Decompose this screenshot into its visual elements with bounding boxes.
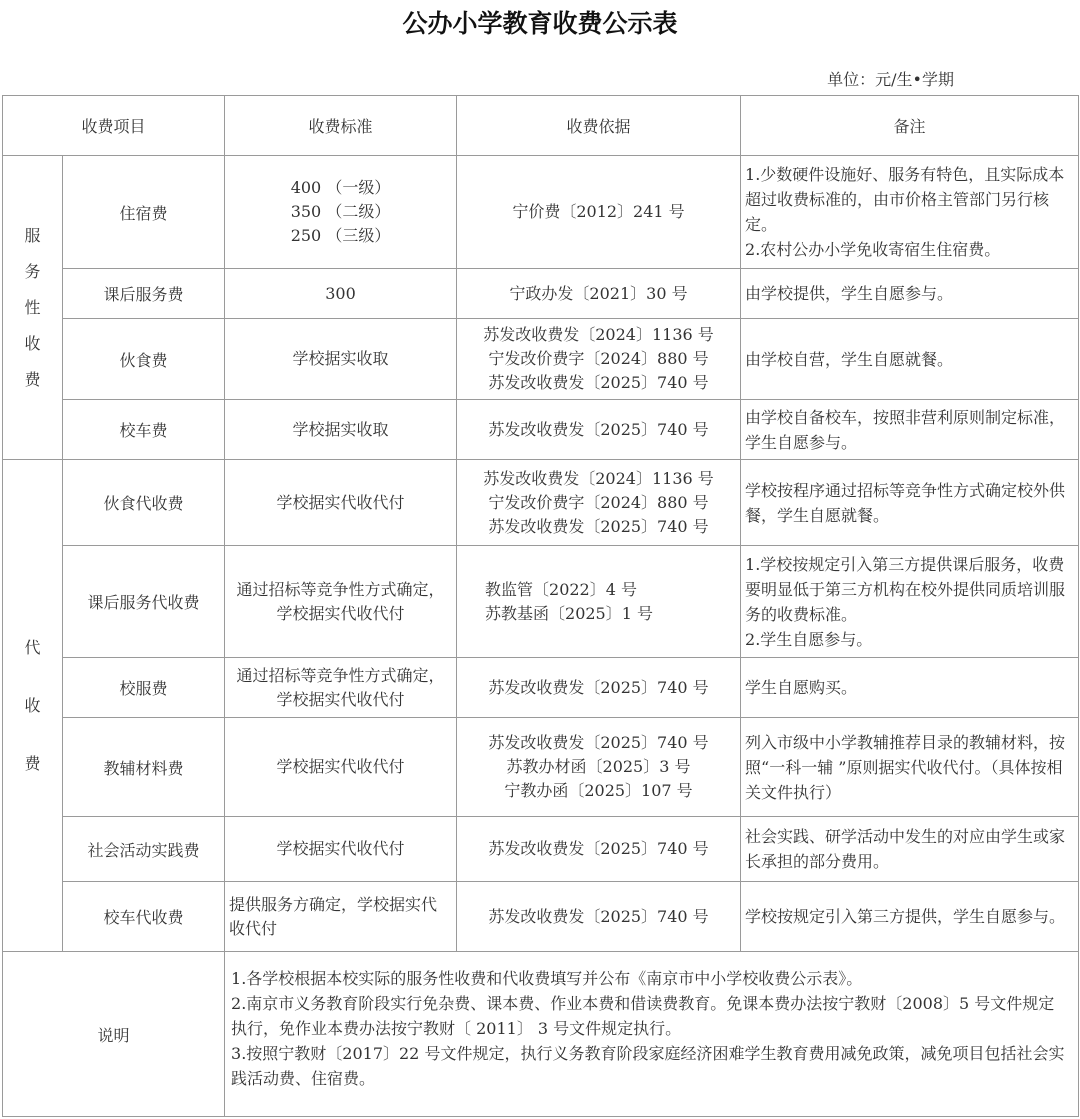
fee-remarks: 1.学校按规定引入第三方提供课后服务，收费要明显低于第三方机构在校外提供同质培训服务的收费标准。 2.学生自愿参与。 — [741, 546, 1079, 658]
fee-standard: 学校据实代收代付 — [225, 460, 457, 546]
fee-standard: 通过招标等竞争性方式确定，学校据实代收代付 — [225, 546, 457, 658]
fee-basis: 苏发改收费发〔2025〕740 号 苏教办材函〔2025〕3 号 宁教办函〔2025〕107 号 — [457, 718, 741, 817]
fee-remarks: 由学校提供，学生自愿参与。 — [741, 269, 1079, 319]
fee-basis: 宁价费〔2012〕241 号 — [457, 156, 741, 269]
table-row — [3, 658, 1079, 718]
fee-name: 社会活动实践费 — [63, 817, 225, 882]
table-row — [3, 718, 1079, 817]
note-item: 2.南京市义务教育阶段实行免杂费、课本费、作业本费和借读费教育。免课本费办法按宁教财〔2008〕5 号文件规定执行，免作业本费办法按宁教财〔 2011〕 3 号文件规定执行。 — [231, 994, 1055, 1038]
category-agency: 代 收 费 — [3, 460, 63, 952]
table-row — [3, 817, 1079, 882]
fee-remarks: 学校按规定引入第三方提供，学生自愿参与。 — [741, 882, 1079, 952]
fee-basis: 苏发改收费发〔2025〕740 号 — [457, 400, 741, 460]
fee-standard: 400 （一级） 350 （二级） 250 （三级） — [225, 156, 457, 269]
fee-remarks: 社会实践、研学活动中发生的对应由学生或家长承担的部分费用。 — [741, 817, 1079, 882]
table-row — [3, 156, 1079, 269]
fee-remarks: 学校按程序通过招标等竞争性方式确定校外供餐，学生自愿就餐。 — [741, 460, 1079, 546]
table-row — [3, 400, 1079, 460]
page-title: 公办小学教育收费公示表 — [402, 9, 678, 38]
note-item: 3.按照宁教财〔2017〕22 号文件规定，执行义务教育阶段家庭经济困难学生教育费用减免政策，减免项目包括社会实践活动费、住宿费。 — [231, 1044, 1065, 1088]
header-standard: 收费标准 — [225, 96, 457, 156]
note-item: 1.各学校根据本校实际的服务性收费和代收费填写并公布《南京市中小学校收费公示表》。 — [231, 969, 863, 988]
fee-name: 课后服务代收费 — [63, 546, 225, 658]
table-row — [3, 546, 1079, 658]
header-basis: 收费依据 — [457, 96, 741, 156]
fee-name: 伙食代收费 — [63, 460, 225, 546]
fee-name: 住宿费 — [63, 156, 225, 269]
fee-remarks: 1.少数硬件设施好、服务有特色，且实际成本超过收费标准的，由市价格主管部门另行核定。 2.农村公办小学免收寄宿生住宿费。 — [741, 156, 1079, 269]
fee-remarks: 由学校自备校车，按照非营利原则制定标准，学生自愿参与。 — [741, 400, 1079, 460]
fee-name: 伙食费 — [63, 319, 225, 400]
category-service: 服 务 性 收 费 — [3, 156, 63, 460]
table-row — [3, 882, 1079, 952]
fee-name: 校服费 — [63, 658, 225, 718]
notes-row — [3, 952, 1079, 1117]
fee-remarks: 由学校自营，学生自愿就餐。 — [741, 319, 1079, 400]
notes-content — [225, 952, 1079, 1117]
fee-name: 教辅材料费 — [63, 718, 225, 817]
fee-standard: 300 — [225, 269, 457, 319]
notes-label: 说明 — [3, 952, 225, 1117]
fee-remarks: 学生自愿购买。 — [741, 658, 1079, 718]
fee-remarks: 列入市级中小学教辅推荐目录的教辅材料，按照“一科一辅 ”原则据实代收代付。（具体按相关文件执行） — [741, 718, 1079, 817]
header-item: 收费项目 — [3, 96, 225, 156]
table-row — [3, 269, 1079, 319]
header-row — [3, 96, 1079, 156]
fee-standard: 提供服务方确定，学校据实代收代付 — [225, 882, 457, 952]
fee-basis: 苏发改收费发〔2025〕740 号 — [457, 658, 741, 718]
fee-name: 校车代收费 — [63, 882, 225, 952]
fee-name: 课后服务费 — [63, 269, 225, 319]
table-row — [3, 460, 1079, 546]
fee-standard: 学校据实代收代付 — [225, 718, 457, 817]
fee-standard: 学校据实收取 — [225, 319, 457, 400]
table-row — [3, 319, 1079, 400]
fee-standard: 学校据实代收代付 — [225, 817, 457, 882]
fee-name: 校车费 — [63, 400, 225, 460]
fee-standard: 学校据实收取 — [225, 400, 457, 460]
fee-basis: 苏发改收费发〔2025〕740 号 — [457, 817, 741, 882]
fee-standard: 通过招标等竞争性方式确定，学校据实代收代付 — [225, 658, 457, 718]
fee-basis: 苏发改收费发〔2024〕1136 号 宁发改价费字〔2024〕880 号 苏发改收费发〔2025〕740 号 — [457, 460, 741, 546]
fee-basis: 苏发改收费发〔2024〕1136 号 宁发改价费字〔2024〕880 号 苏发改收费发〔2025〕740 号 — [457, 319, 741, 400]
fee-table — [2, 95, 1079, 1117]
fee-basis: 宁政办发〔2021〕30 号 — [457, 269, 741, 319]
fee-basis: 教监管〔2022〕4 号 苏教基函〔2025〕1 号 — [457, 546, 741, 658]
header-remarks: 备注 — [741, 96, 1079, 156]
fee-basis: 苏发改收费发〔2025〕740 号 — [457, 882, 741, 952]
unit-label: 单位：元/生•学期 — [827, 70, 954, 89]
